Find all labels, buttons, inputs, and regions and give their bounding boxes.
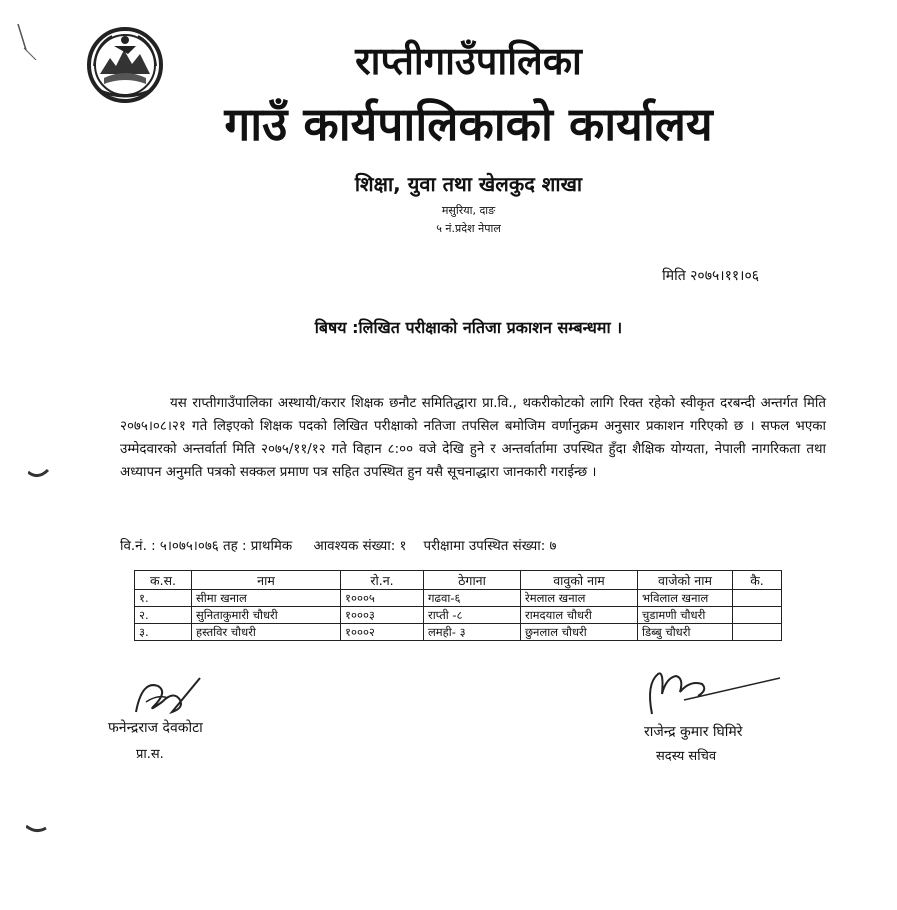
table-row: [135, 607, 782, 624]
scan-mark: [26, 824, 48, 836]
cell-father: रामदयाल चौधरी: [521, 607, 638, 624]
left-signatory-name: फनेन्द्रराज देवकोटा: [108, 720, 203, 736]
header-grandfather: वाजेको नाम: [638, 571, 733, 590]
table-row: [135, 590, 782, 607]
scan-mark: [28, 468, 50, 480]
cell-sn: २.: [135, 607, 192, 624]
municipality-name: राप्तीगाउँपालिका: [355, 39, 582, 83]
cell-remarks: [733, 590, 782, 607]
header-address: ठेगाना: [424, 571, 521, 590]
cell-sn: ३.: [135, 624, 192, 641]
right-signatory-name: राजेन्द्र कुमार घिमिरे: [644, 724, 743, 740]
cell-grandfather: भविलाल खनाल: [638, 590, 733, 607]
cell-roll: १०००२: [341, 624, 424, 641]
cell-grandfather: चुडामणी चौधरी: [638, 607, 733, 624]
results-table: [134, 570, 782, 641]
cell-sn: १.: [135, 590, 192, 607]
subject-line: बिषय :लिखित परीक्षाको नतिजा प्रकाशन सम्बन्धमा ।: [314, 318, 623, 337]
left-signatory-title: प्रा.स.: [136, 747, 164, 762]
cell-address: गढवा-६: [424, 590, 521, 607]
cell-roll: १०००३: [341, 607, 424, 624]
header-remarks: कै.: [733, 571, 782, 590]
cell-name: हस्तविर चौधरी: [192, 624, 341, 641]
header-roll: रो.न.: [341, 571, 424, 590]
exam-meta-line: वि.नं. : ५।०७५।०७६ तह : प्राथमिक आवश्यक संख्या: १ परीक्षामा उपस्थित संख्या: ७: [120, 539, 557, 554]
cell-name: सुनिताकुमारी चौधरी: [192, 607, 341, 624]
cell-name: सीमा खनाल: [192, 590, 341, 607]
right-signatory-title: सदस्य सचिव: [656, 749, 717, 764]
address-line-2: ५ नं.प्रदेश नेपाल: [436, 222, 501, 235]
left-signature: [128, 672, 208, 720]
document-date: मिति २०७५।११।०६: [662, 268, 759, 284]
cell-father: रेमलाल खनाल: [521, 590, 638, 607]
table-header-row: [135, 571, 782, 590]
cell-roll: १०००५: [341, 590, 424, 607]
address-line-1: मसुरिया, दाङ: [441, 204, 496, 217]
office-name: गाउँ कार्यपालिकाको कार्यालय: [224, 97, 713, 151]
cell-remarks: [733, 607, 782, 624]
header-father: वावुको नाम: [521, 571, 638, 590]
cell-father: छुनलाल चौधरी: [521, 624, 638, 641]
header-name: नाम: [192, 571, 341, 590]
cell-address: लमही- ३: [424, 624, 521, 641]
table-row: [135, 624, 782, 641]
branch-name: शिक्षा, युवा तथा खेलकुद शाखा: [354, 172, 583, 196]
cell-remarks: [733, 624, 782, 641]
cell-address: राप्ती -८: [424, 607, 521, 624]
right-signature: [644, 664, 784, 720]
body-paragraph: यस राप्तीगाउँपालिका अस्थायी/करार शिक्षक छनौट समितिद्धारा प्रा.वि., थकरीकोटको लागि रिक्त रहेको स्वीकृत दरबन्दी अन्तर्गत मिति २०७५।०८।२१ गते लिइएको शिक्षक पदको लिखित परीक्षाको नतिजा तपसिल बमोजिम वर्णानुक्रम अनुसार प्रकाशन गरिएको छ । सफल भएका उम्मेदवारको अन्तर्वार्ता मिति २०७५/११/१२ गते विहान ८:०० वजे देखि हुने र अन्तर्वार्तामा उपस्थित हुँदा शैक्षिक योग्यता, नेपाली नागरिकता तथा अध्यापन अनुमति पत्रको सक्कल प्रमाण पत्र सहित उपस्थित हुन यसै सूचनाद्धारा जानकारी गराईन्छ ।: [120, 396, 826, 480]
cell-grandfather: डिब्बु चौधरी: [638, 624, 733, 641]
header-sn: क.स.: [135, 571, 192, 590]
